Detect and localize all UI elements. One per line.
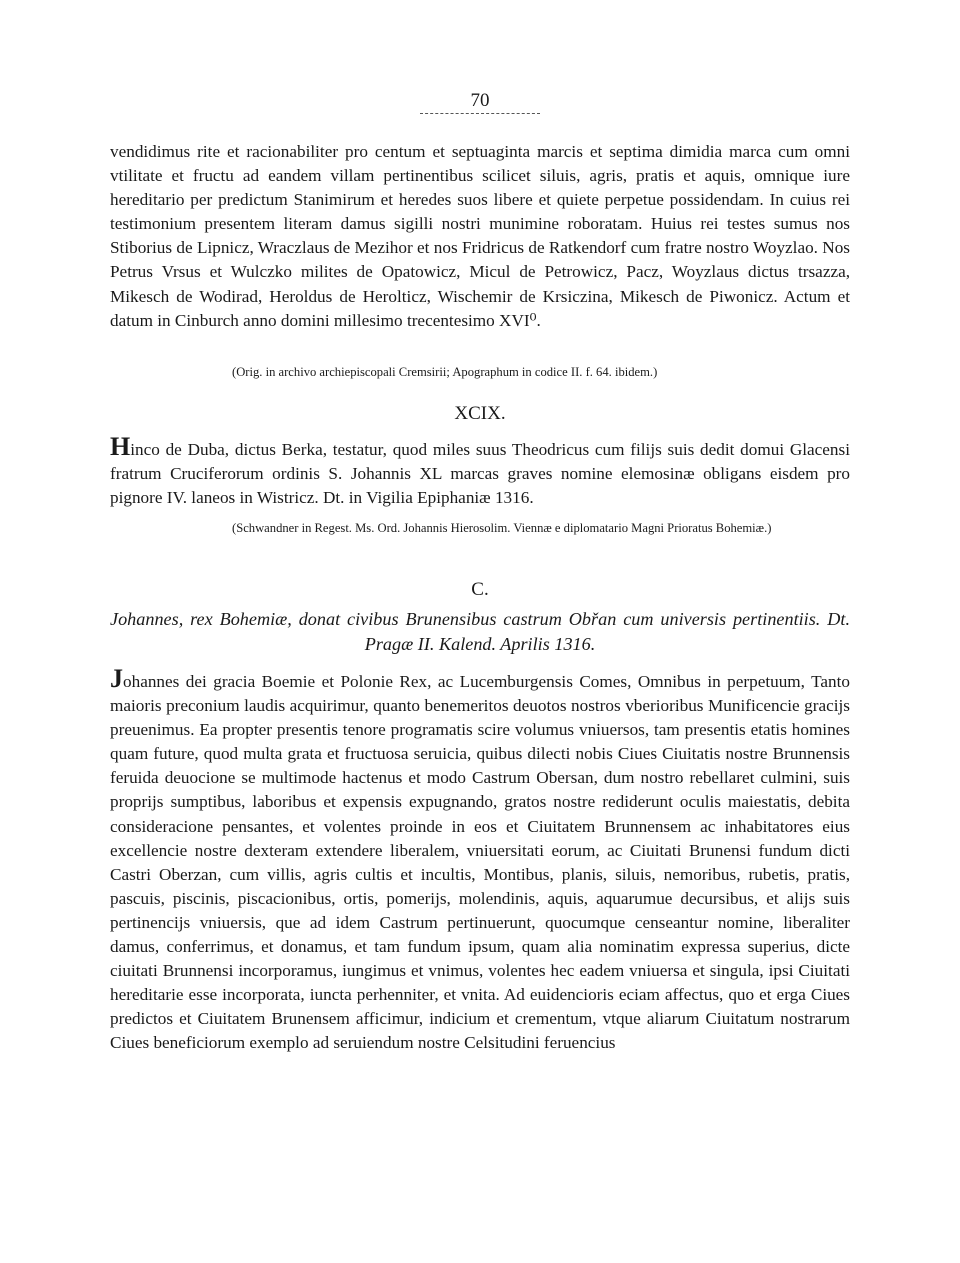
charter-text-c xyxy=(110,664,850,1056)
initial-letter: H xyxy=(110,432,131,461)
source-note-text: (Orig. in archivo archiepiscopali Cremsirii; Apographum in codice II. f. 64. ibidem.) xyxy=(232,365,658,379)
source-note-2 xyxy=(232,518,852,538)
charter-text: ohannes dei gracia Boemie et Polonie Rex, ac Lucemburgensis Comes, Omnibus in perpetuum, Tanto maioris preconium laudis acquirimur, quanto benemeritos deuotos nostros vberioribus Munificencie gracijs preuenimus. Ea propter presentis tenore programatis scire volumus vniuersos, tam presentis etatis homines quam future, quod multa grata et fructuosa seruicia, quibus dilecti nobis Ciues Ciuitatis nostre Brunnensis feruida deuocione se multimode hactenus et modo Castrum Obersan, dum nostro rebellaret culmini, suis proprijs sumptibus, laboribus et expensis expugnando, gratos nostre rediderunt oculis maiestatis, debita consideracione pensantes, et volentes proinde in eos et Ciuitatem Brunnensem ac inhabitatores eius excellencie nostre dexteram extendere liberalem, vniuersitati eorum, ac Ciuitati Brunensi fundum dicti Castri Oberzan, cum villis, agris cultis et incultis, Montibus, planis, siluis, nemoribus, rubetis, pratis, pascuis, piscinis, piscacionibus, ortis, pomerijs, molendinis, aquis, aquarumue decursibus, et alijs suis pertinencijs vniuersis, que ad idem Castrum pertinuerunt, quocumque censeantur nomine, liberaliter damus, conferrimus, et donamus, et tam fundum ipsum, quam alia nominatim expressa superius, dicte ciuitati Brunnensi incorporamus, iungimus et vnimus, volentes hec eadem vniuersa et singula, ipsi Ciuitati hereditarie esse incorporata, iuncta perhenniter, et vnita. Ad euidencioris eciam affectus, quo et erga Ciues predictos et Ciuitatem Brunensem afficimur, indicium et crementum, vtque aliarum Ciuitatum nostrarum Ciues beneficiorum exemplo ad seruiendum nostre Celsitudini feruencius xyxy=(110,672,850,1053)
document-heading-c: C. xyxy=(471,579,489,600)
regest-text: inco de Duba, dictus Berka, testatur, quod miles suus Theodricus cum filijs suis dedit domui Glacensi fratrum Cruciferorum ordinis S. Johannis XL marcas graves nomine elemosinæ obligans eisdem pro pignore IV. laneos in Wistricz. Dt. in Vigilia Epiphaniæ 1316. xyxy=(110,440,850,508)
paragraph-text: vendidimus rite et racionabiliter pro centum et septuaginta marcis et septima dimidia marca cum omni vtilitate et fructu ad eandem villam pertinentibus scilicet siluis, agris, pratis et aquis, omnique iure hereditario per predictum Stanimirum et heredes suos libere et quiete perpetue possidendam. In cuius rei testimonium presentem literam damus sigilli nostri munimine roboratam. Huius rei testes sumus nos Stiborius de Lipnicz, Wraczlaus de Mezihor et nos Fridricus de Ratkendorf cum fratre nostro Woyzlao. Nos Petrus Vrsus et Wulczko milites de Opatowicz, Micul de Petrowicz, Pacz, Woyzlaus dictus trsazza, Mikesch de Wodirad, Heroldus de Herolticz, Wischemir de Krsiczina, Mikesch de Piwonicz. Actum et datum in Cinburch anno domini millesimo trecentesimo XVI⁰. xyxy=(110,142,850,330)
initial-letter: J xyxy=(110,664,123,693)
paragraph-continuation xyxy=(110,140,850,333)
page-number: 70 xyxy=(470,90,490,111)
document-heading-xcix: XCIX. xyxy=(454,403,506,424)
page-number-rule xyxy=(420,113,540,114)
source-note-text: (Schwandner in Regest. Ms. Ord. Johannis Hierosolim. Viennæ e diplomatario Magni Prioratus Bohemiæ.) xyxy=(232,521,772,535)
regest-paragraph-xcix xyxy=(110,432,850,510)
source-note-1 xyxy=(232,362,852,382)
document-summary-title: Johannes, rex Bohemiæ, donat civibus Brunensibus castrum Obřan cum universis pertinentiis. Dt. Pragæ II. Kalend. Aprilis 1316. xyxy=(110,609,850,654)
